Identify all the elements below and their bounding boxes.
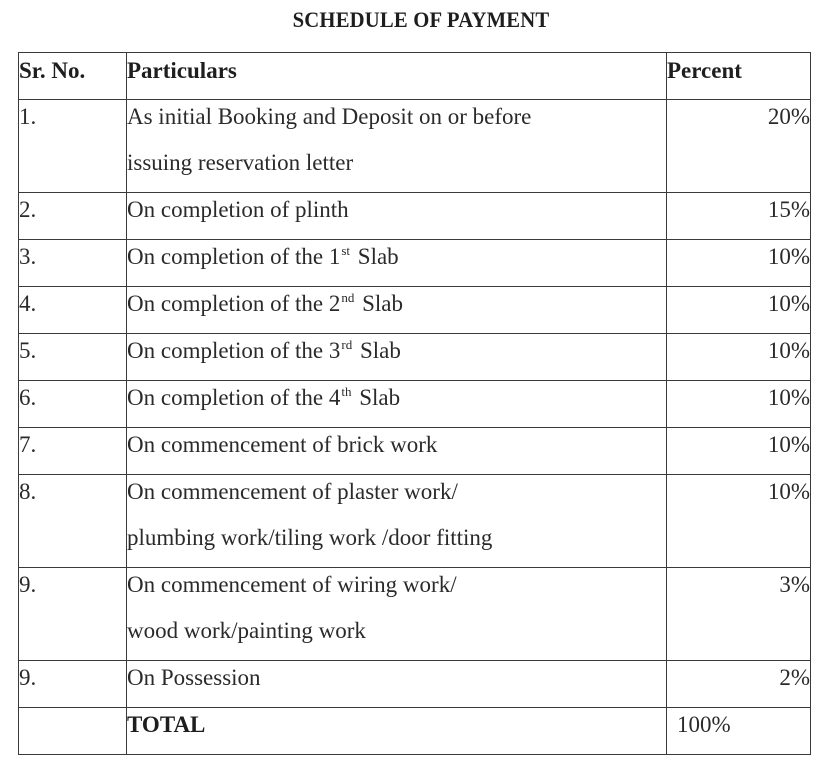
particulars-line: As initial Booking and Deposit on or before bbox=[127, 104, 532, 129]
total-label: TOTAL bbox=[127, 708, 667, 755]
particulars-line: On completion of the 3rd Slab bbox=[127, 337, 401, 363]
row-sr-no: 5. bbox=[19, 334, 127, 381]
table-row bbox=[19, 287, 811, 334]
row-sr-no: 4. bbox=[19, 287, 127, 334]
row-percent: 2% bbox=[667, 661, 811, 708]
table-row bbox=[19, 475, 811, 568]
row-percent: 10% bbox=[667, 428, 811, 475]
ordinal-suffix: nd bbox=[341, 290, 355, 305]
row-particulars bbox=[127, 475, 667, 568]
row-percent: 20% bbox=[667, 100, 811, 193]
row-sr-no: 9. bbox=[19, 661, 127, 708]
ordinal-suffix: th bbox=[341, 384, 352, 399]
row-particulars bbox=[127, 381, 667, 428]
particulars-line: plumbing work/tiling work /door fitting bbox=[127, 525, 493, 550]
table-row bbox=[19, 428, 811, 475]
row-percent: 10% bbox=[667, 381, 811, 428]
header-sr-no: Sr. No. bbox=[19, 53, 127, 100]
row-percent: 10% bbox=[667, 240, 811, 287]
row-sr-no: 7. bbox=[19, 428, 127, 475]
row-percent: 10% bbox=[667, 287, 811, 334]
table-row bbox=[19, 240, 811, 287]
table-row bbox=[19, 334, 811, 381]
ordinal-suffix: rd bbox=[341, 337, 353, 352]
row-particulars bbox=[127, 240, 667, 287]
particulars-line: On completion of the 2nd Slab bbox=[127, 290, 403, 316]
table-header-row bbox=[19, 53, 811, 100]
total-sr-no bbox=[19, 708, 127, 755]
particulars-line: On completion of plinth bbox=[127, 197, 349, 222]
ordinal-suffix: st bbox=[341, 243, 351, 258]
row-sr-no: 9. bbox=[19, 568, 127, 661]
particulars-line: On commencement of plaster work/ bbox=[127, 479, 458, 504]
total-row bbox=[19, 708, 811, 755]
table-row bbox=[19, 568, 811, 661]
row-sr-no: 6. bbox=[19, 381, 127, 428]
row-particulars bbox=[127, 193, 667, 240]
table-row bbox=[19, 100, 811, 193]
header-particulars: Particulars bbox=[127, 53, 667, 100]
particulars-line: On completion of the 4th Slab bbox=[127, 384, 401, 410]
payment-schedule-table bbox=[18, 52, 811, 755]
row-sr-no: 2. bbox=[19, 193, 127, 240]
row-percent: 3% bbox=[667, 568, 811, 661]
total-percent: 100% bbox=[667, 708, 811, 755]
row-sr-no: 8. bbox=[19, 475, 127, 568]
table-row bbox=[19, 193, 811, 240]
table-row bbox=[19, 381, 811, 428]
row-particulars bbox=[127, 428, 667, 475]
particulars-line: On commencement of wiring work/ bbox=[127, 572, 457, 597]
row-percent: 10% bbox=[667, 475, 811, 568]
particulars-line: On completion of the 1st Slab bbox=[127, 243, 399, 269]
row-percent: 15% bbox=[667, 193, 811, 240]
particulars-line: wood work/painting work bbox=[127, 618, 366, 643]
row-particulars bbox=[127, 568, 667, 661]
row-percent: 10% bbox=[667, 334, 811, 381]
row-sr-no: 3. bbox=[19, 240, 127, 287]
row-particulars bbox=[127, 661, 667, 708]
row-particulars bbox=[127, 334, 667, 381]
row-particulars bbox=[127, 287, 667, 334]
row-particulars bbox=[127, 100, 667, 193]
table-row bbox=[19, 661, 811, 708]
document-title: SCHEDULE OF PAYMENT bbox=[292, 7, 550, 32]
header-percent: Percent bbox=[667, 53, 811, 100]
row-sr-no: 1. bbox=[19, 100, 127, 193]
particulars-line: On commencement of brick work bbox=[127, 432, 438, 457]
particulars-line: On Possession bbox=[127, 665, 261, 690]
particulars-line: issuing reservation letter bbox=[127, 150, 354, 175]
